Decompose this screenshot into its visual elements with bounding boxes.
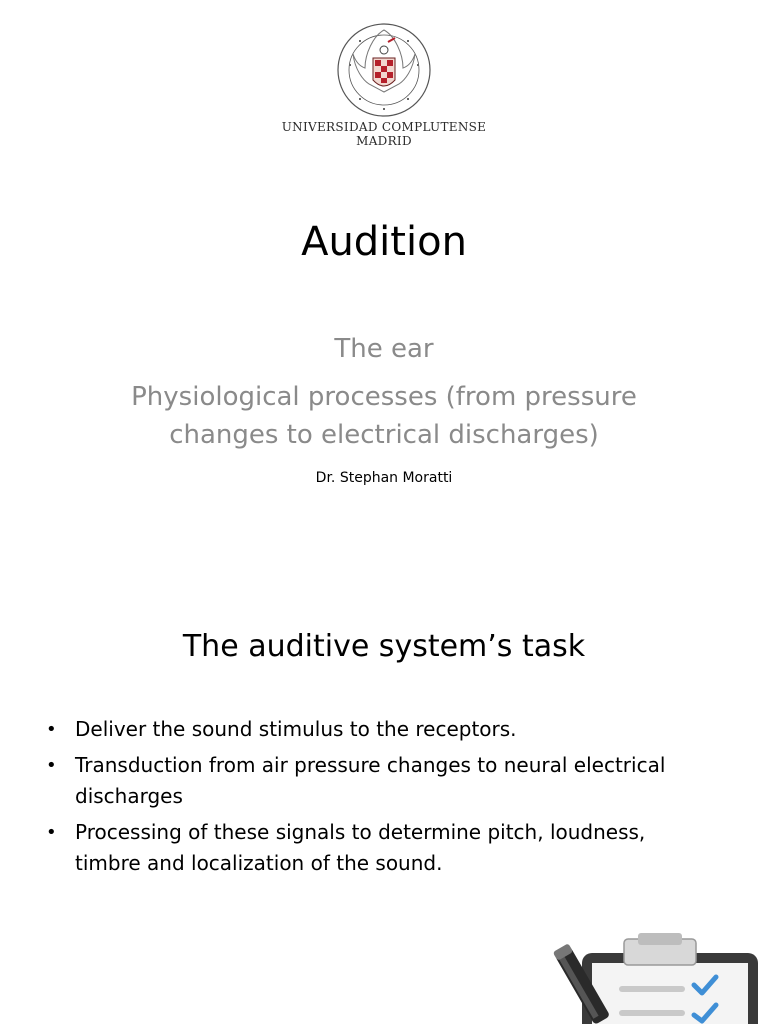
bullet-marker: • [46,755,57,776]
bullet-text: Processing of these signals to determine pitch, loudness, timbre and localization of the sound. [75,820,646,875]
university-name: UNIVERSIDAD COMPLUTENSE [281,120,487,134]
bullet-list [46,714,706,884]
clipboard-checklist-icon [552,933,768,1024]
subtitle-the-ear: The ear [334,334,434,364]
list-item [46,714,706,745]
slide-title: Audition [301,219,467,265]
list-item [46,750,706,812]
subtitle-physiological-processes: Physiological processes (from pressure changes to electrical discharges) [131,382,637,450]
author-name: Dr. Stephan Moratti [315,470,453,486]
bullet-text: Transduction from air pressure changes to neural electrical discharges [75,753,666,808]
list-item [46,817,706,879]
content-slide [0,560,768,1024]
bullet-marker: • [46,822,57,843]
university-logo [0,20,768,148]
university-crest-icon [329,20,439,120]
slide-title: The auditive system’s task [182,629,586,664]
university-city: MADRID [356,134,412,148]
bullet-text: Deliver the sound stimulus to the receptors. [75,717,517,741]
bullet-marker: • [46,719,57,740]
